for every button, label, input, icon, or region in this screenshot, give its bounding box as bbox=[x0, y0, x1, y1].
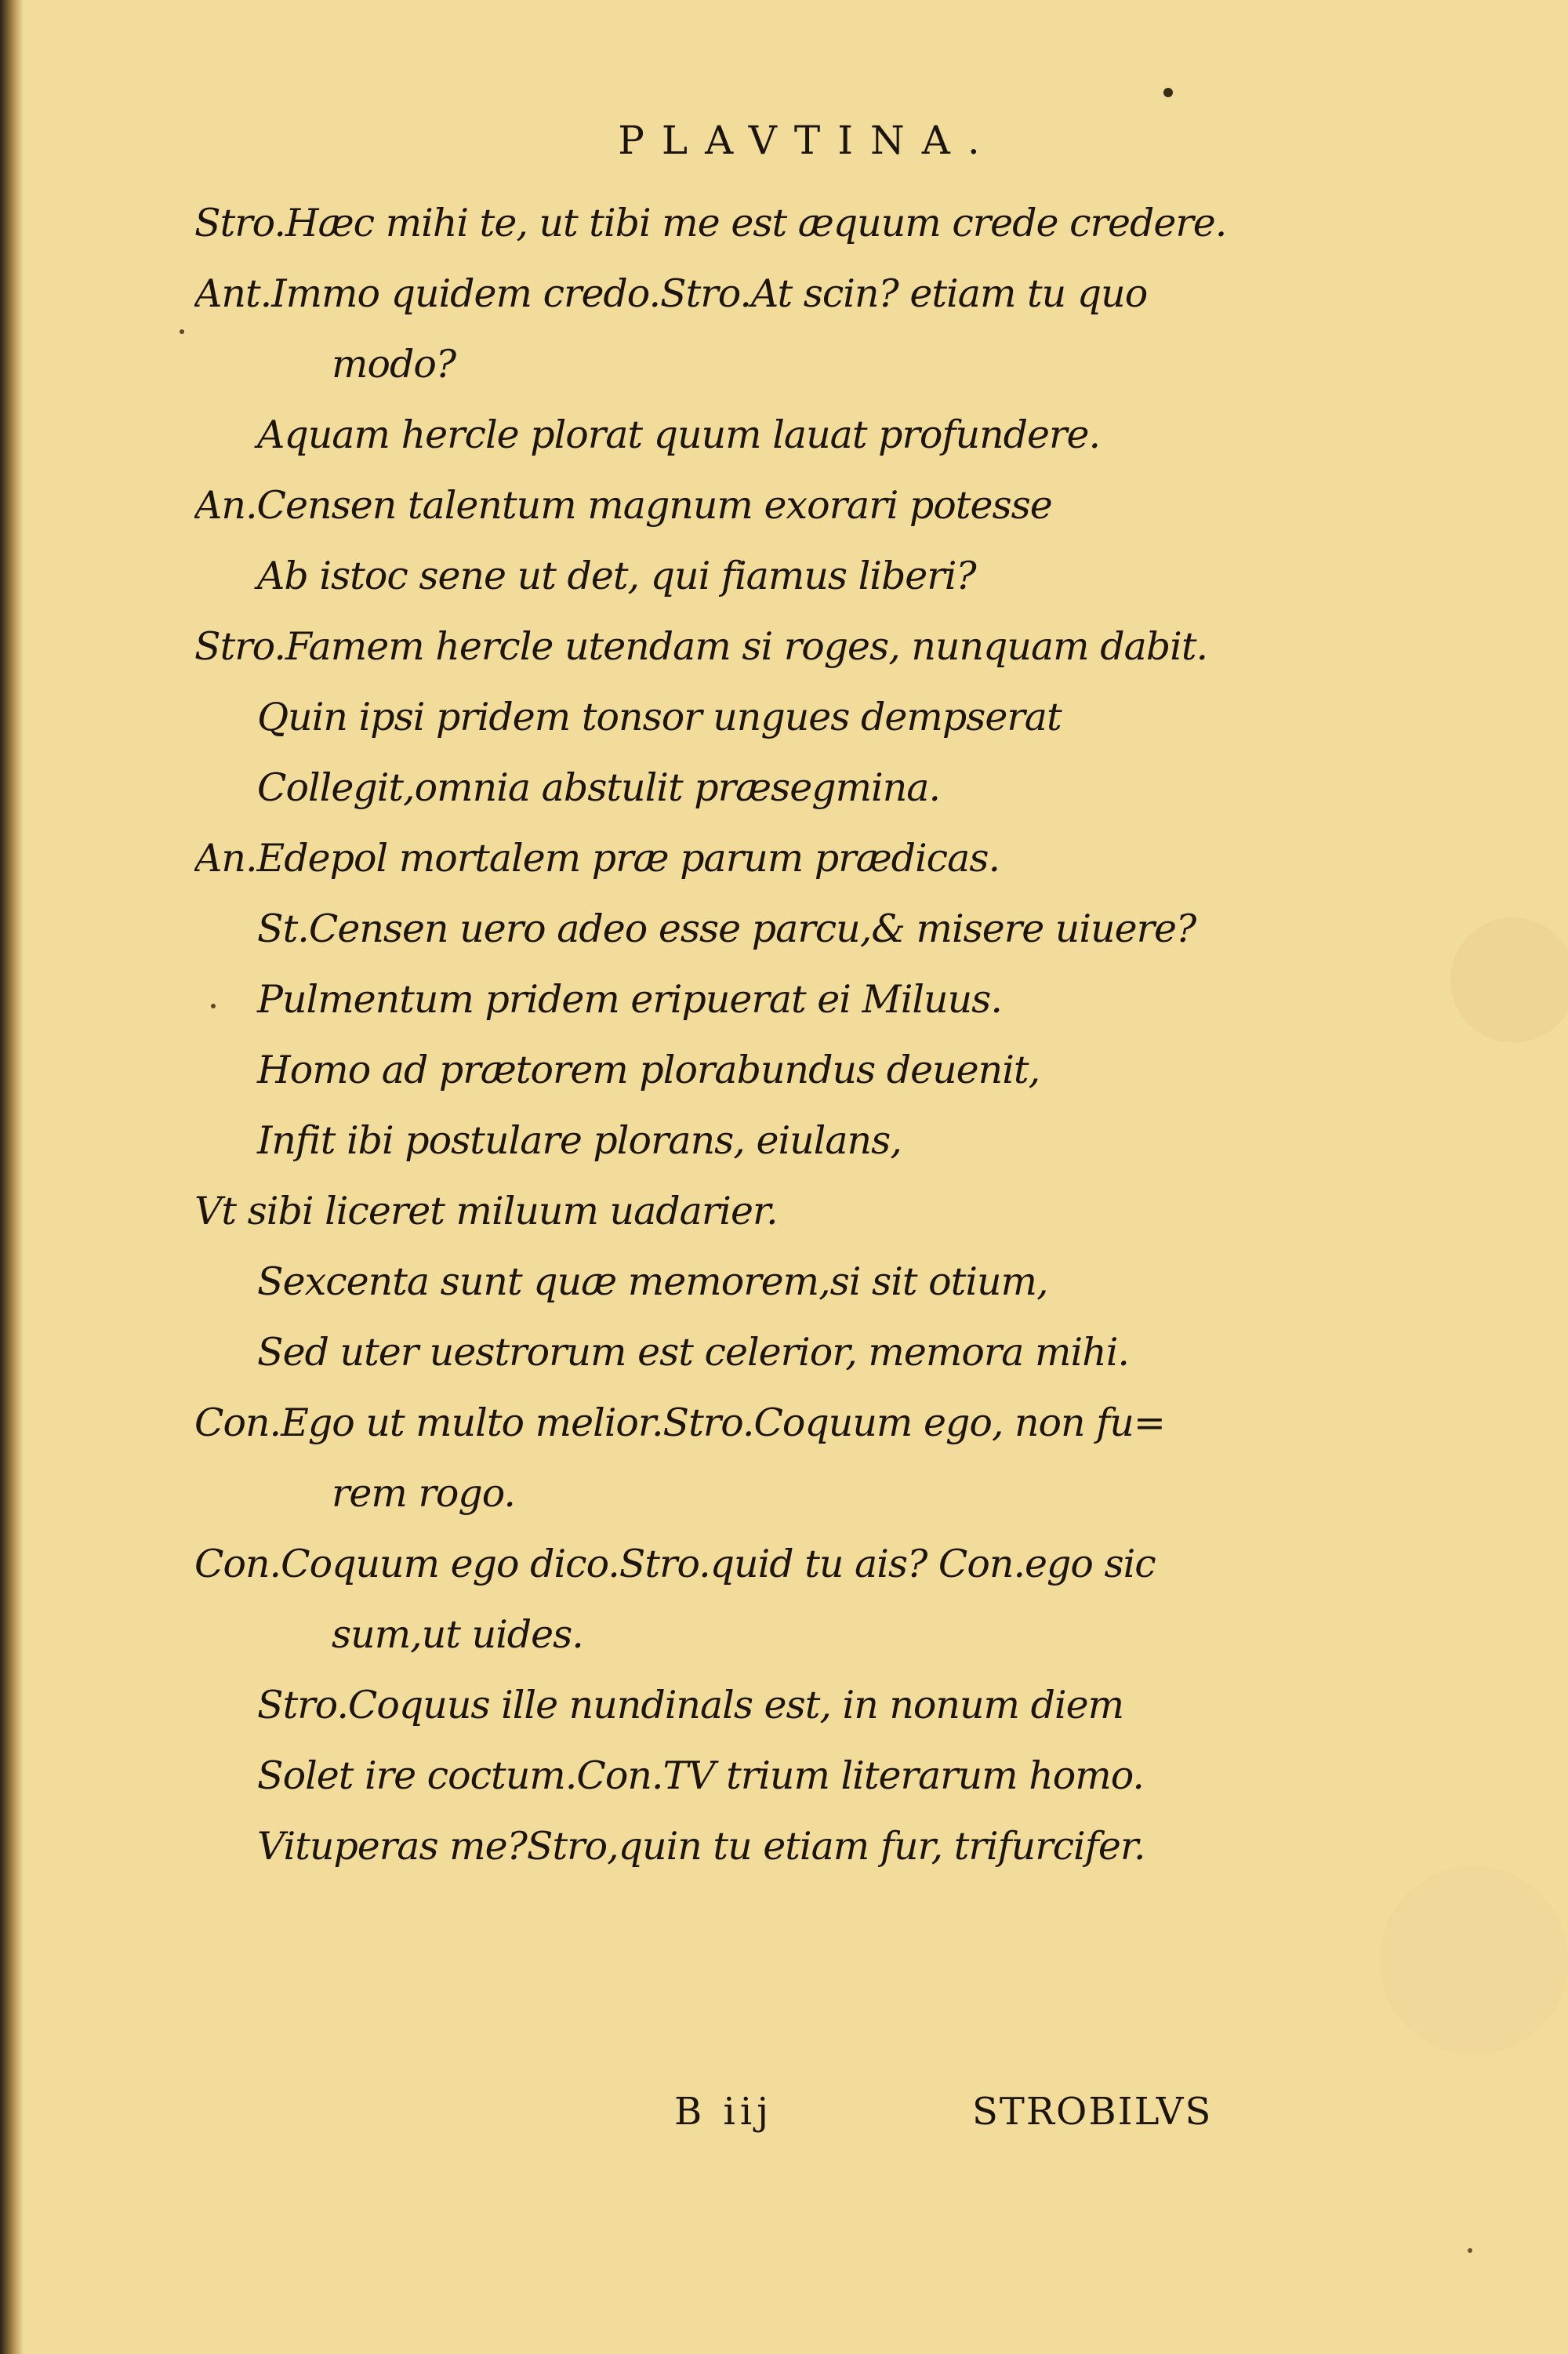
catchword: STROBILVS bbox=[972, 2090, 1213, 2134]
page-footer bbox=[0, 2090, 1568, 2160]
ink-speck bbox=[180, 329, 184, 334]
running-head: PLAVTINA. bbox=[618, 118, 997, 163]
verse-line: Ab istoc sene ut det, qui fiamus liberi? bbox=[257, 554, 976, 598]
stain bbox=[1450, 917, 1568, 1043]
verse-line: Con.Ego ut multo melior.Stro.Coquum ego, non fu= bbox=[194, 1400, 1165, 1445]
verse-line: Stro.Famem hercle utendam si roges, nunquam dabit. bbox=[194, 624, 1208, 669]
verse-line: sum,ut uides. bbox=[332, 1612, 583, 1657]
verse-line: Collegit,omnia abstulit præsegmina. bbox=[257, 765, 941, 810]
verse-line: St.Censen uero adeo esse parcu,& misere uiuere? bbox=[257, 906, 1196, 951]
verse-line: Vituperas me?Stro,quin tu etiam fur, trifurcifer. bbox=[257, 1824, 1145, 1869]
verse-line: Pulmentum pridem eripuerat ei Miluus. bbox=[257, 977, 1002, 1022]
verse-line: Sexcenta sunt quæ memorem,si sit otium, bbox=[257, 1259, 1048, 1304]
verse-text-block bbox=[194, 188, 1316, 1882]
ink-speck bbox=[1468, 2248, 1472, 2253]
verse-line: Stro.Hæc mihi te, ut tibi me est æquum crede credere. bbox=[194, 201, 1227, 245]
verse-line: Aquam hercle plorat quum lauat profundere. bbox=[257, 412, 1101, 457]
verse-line: modo? bbox=[332, 342, 456, 387]
verse-line: Homo ad prætorem plorabundus deuenit, bbox=[257, 1048, 1040, 1092]
verse-line: Vt sibi liceret miluum uadarier. bbox=[194, 1189, 778, 1233]
verse-line: Infit ibi postulare plorans, eiulans, bbox=[257, 1118, 902, 1163]
ink-speck bbox=[1163, 88, 1173, 97]
verse-line: rem rogo. bbox=[332, 1471, 515, 1516]
signature-mark: B iij bbox=[674, 2090, 774, 2134]
verse-line: Stro.Coquus ille nundinals est, in nonum diem bbox=[257, 1683, 1124, 1727]
binding-gutter bbox=[0, 0, 24, 2354]
verse-line: Ant.Immo quidem credo.Stro.At scin? etiam tu quo bbox=[194, 271, 1148, 316]
verse-line: Con.Coquum ego dico.Stro.quid tu ais? Con.ego sic bbox=[194, 1542, 1156, 1586]
verse-line: An.Edepol mortalem præ parum prædicas. bbox=[194, 836, 1000, 881]
verse-line: Solet ire coctum.Con.TV trium literarum homo. bbox=[257, 1753, 1144, 1798]
verse-line: Sed uter uestrorum est celerior, memora mihi. bbox=[257, 1330, 1129, 1375]
stain bbox=[1380, 1866, 1568, 2054]
verse-line: Quin ipsi pridem tonsor ungues dempserat bbox=[257, 695, 1062, 739]
verse-line: An.Censen talentum magnum exorari potesse bbox=[194, 483, 1052, 528]
